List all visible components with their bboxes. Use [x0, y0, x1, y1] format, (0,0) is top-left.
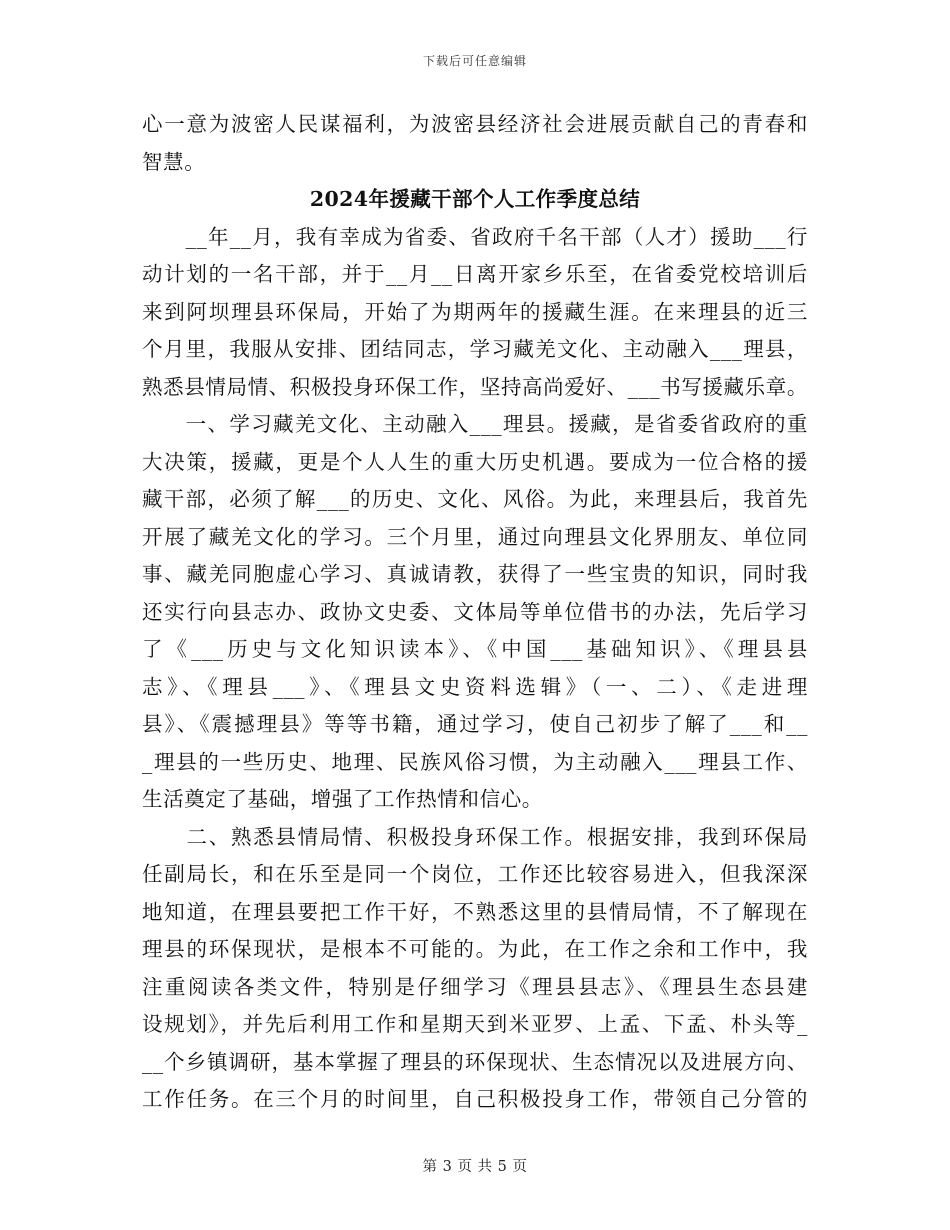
text-line: _理县的一些历史、地理、民族风俗习惯，为主动融入___理县工作、: [142, 749, 808, 774]
text-line: 心一意为波密人民谋福利，为波密县经济社会进展贡献自己的青春和: [142, 112, 808, 136]
text-line: 熟悉县情局情、积极投身环保工作，坚持高尚爱好、___书写援藏乐章。: [142, 374, 808, 399]
text-line: 一、学习藏羌文化、主动融入___理县。援藏，是省委省政府的重: [142, 412, 808, 436]
text-line: 动计划的一名干部，并于__月__日离开家乡乐至，在省委党校培训后: [142, 262, 808, 286]
text-line: 来到阿坝理县环保局，开始了为期两年的援藏生涯。在来理县的近三: [142, 299, 808, 324]
text-line: 二、熟悉县情局情、积极投身环保工作。根据安排，我到环保局: [142, 824, 808, 849]
text-line: 藏干部，必须了解___的历史、文化、风俗。为此，来理县后，我首先: [142, 487, 808, 511]
text-line: 大决策，援藏，更是个人人生的重大历史机遇。要成为一位合格的援: [142, 449, 808, 474]
text-line: 智慧。: [142, 149, 206, 174]
text-line: 事、藏羌同胞虚心学习、真诚请教，获得了一些宝贵的知识，同时我: [142, 562, 808, 586]
text-line: 理县的环保现状，是根本不可能的。为此，在工作之余和工作中，我: [142, 937, 808, 961]
text-line: 志》、《理县___》、《理县文史资料选辑》（一、二）、《走进理: [142, 674, 808, 699]
text-line: 还实行向县志办、政协文史委、文体局等单位借书的办法，先后学习: [142, 599, 808, 624]
text-line: 工作任务。在三个月的时间里，自己积极投身工作，带领自己分管的: [142, 1087, 808, 1111]
document-body: [142, 106, 808, 1119]
text-line: 设规划》，并先后利用工作和星期天到米亚罗、上孟、下孟、朴头等_: [142, 1012, 808, 1036]
text-line: 开展了藏羌文化的学习。三个月里，通过向理县文化界朋友、单位同: [142, 524, 808, 549]
text-line: 生活奠定了基础，增强了工作热情和信心。: [142, 787, 543, 811]
text-line: __年__月，我有幸成为省委、省政府千名干部（人才）援助___行: [142, 224, 808, 249]
text-line: 了《___历史与文化知识读本》、《中国___基础知识》、《理县县: [142, 637, 808, 661]
page-number-footer: 第 3 页 共 5 页: [422, 1159, 528, 1175]
text-line: 任副局长，和在乐至是同一个岗位，工作还比较容易进入，但我深深: [142, 862, 808, 886]
text-line: 注重阅读各类文件，特别是仔细学习《理县县志》、《理县生态县建: [142, 974, 808, 999]
text-line: 地知道，在理县要把工作干好，不熟悉这里的县情局情，不了解现在: [142, 899, 808, 924]
document-title: 2024年援藏干部个人工作季度总结: [309, 187, 641, 211]
text-line: __个乡镇调研，基本掌握了理县的环保现状、生态情况以及进展方向、: [142, 1049, 808, 1074]
text-line: 个月里，我服从安排、团结同志，学习藏羌文化、主动融入___理县，: [142, 337, 808, 361]
page-header-note: 下载后可任意编辑: [422, 54, 527, 68]
text-line: 县》、《震撼理县》等等书籍，通过学习，使自己初步了解了___和__: [142, 712, 808, 736]
